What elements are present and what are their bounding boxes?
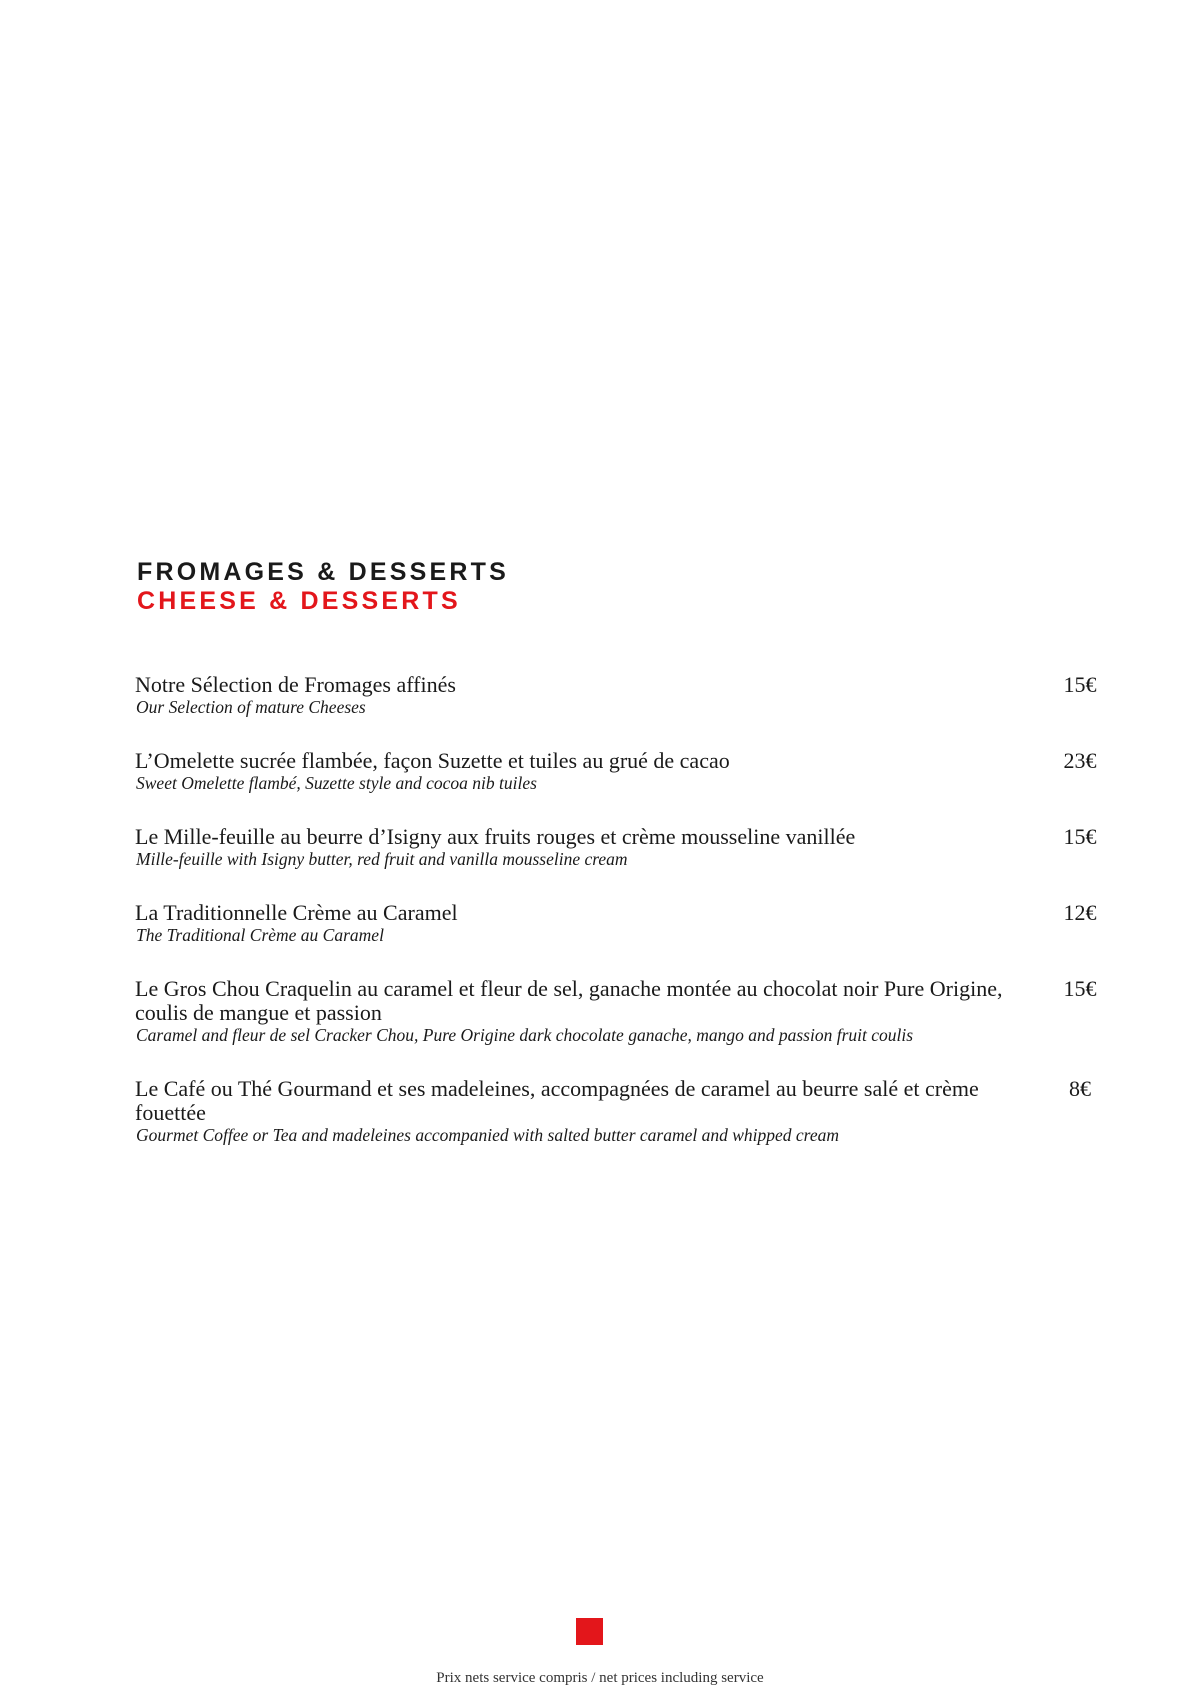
menu-item-name: L’Omelette sucrée flambée, façon Suzette et tuiles au grué de cacao [135,748,730,773]
menu-item-omelette [135,749,1110,793]
menu-item-description: Our Selection of mature Cheeses [136,697,366,717]
menu-item-cafe-gourmand [135,1077,1110,1145]
menu-item-price: 15€ [1063,672,1097,697]
menu-item-description: Sweet Omelette flambé, Suzette style and cocoa nib tuiles [136,773,537,793]
menu-item-price: 23€ [1063,748,1097,773]
red-square-icon [576,1618,603,1645]
menu-item-cheese-selection [135,673,1110,717]
footer-price-note: Prix nets service compris / net prices including service [436,1670,764,1686]
menu-item-price: 8€ [1069,1076,1091,1101]
menu-item-description: Gourmet Coffee or Tea and madeleines accompanied with salted butter caramel and whipped cream [136,1125,839,1145]
menu-item-creme-caramel [135,901,1110,945]
menu-item-name: La Traditionnelle Crème au Caramel [135,900,458,925]
menu-item-name: Le Gros Chou Craquelin au caramel et fleur de sel, ganache montée au chocolat noir Pure Origine, coulis de mangue et passion [135,976,1003,1025]
menu-item-price: 15€ [1063,824,1097,849]
menu-item-mille-feuille [135,825,1110,869]
menu-item-price: 12€ [1063,900,1097,925]
menu-item-name: Le Café ou Thé Gourmand et ses madeleines, accompagnées de caramel au beurre salé et crème fouettée [135,1076,979,1125]
menu-item-description: Mille-feuille with Isigny butter, red fruit and vanilla mousseline cream [136,849,628,869]
menu-item-name: Le Mille-feuille au beurre d’Isigny aux fruits rouges et crème mousseline vanillée [135,824,856,849]
section-title-english: CHEESE & DESSERTS [137,587,461,615]
menu-item-description: Caramel and fleur de sel Cracker Chou, Pure Origine dark chocolate ganache, mango and passion fruit coulis [136,1025,914,1045]
section-title-french: FROMAGES & DESSERTS [137,558,509,586]
menu-item-list [135,673,1110,1177]
menu-item-name: Notre Sélection de Fromages affinés [135,672,456,697]
menu-item-price: 15€ [1063,976,1097,1001]
menu-item-description: The Traditional Crème au Caramel [136,925,384,945]
menu-header [137,558,509,616]
menu-item-gros-chou [135,977,1110,1045]
